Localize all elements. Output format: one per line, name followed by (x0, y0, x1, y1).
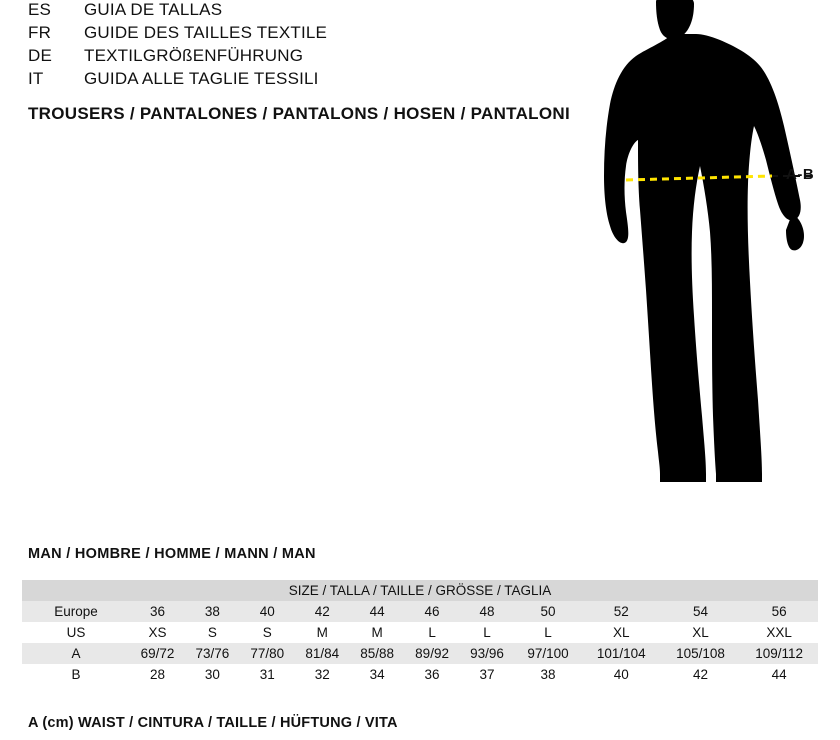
table-cell: 42 (295, 601, 350, 622)
table-row (22, 622, 818, 643)
table-cell: 37 (460, 664, 515, 685)
table-cell: 56 (740, 601, 818, 622)
table-cell: XXL (740, 622, 818, 643)
table-cell: 93/96 (460, 643, 515, 664)
table-cell: XS (130, 622, 185, 643)
table-cell: 89/92 (405, 643, 460, 664)
table-cell: 38 (514, 664, 581, 685)
row-label: US (22, 622, 130, 643)
table-cell: 32 (295, 664, 350, 685)
language-list (28, 0, 568, 92)
table-cell: 52 (582, 601, 661, 622)
table-cell: 36 (130, 601, 185, 622)
table-cell: S (240, 622, 295, 643)
table-cell: 34 (350, 664, 405, 685)
table-cell: M (295, 622, 350, 643)
language-code: FR (28, 23, 52, 42)
table-header-row (22, 580, 818, 601)
table-cell: 77/80 (240, 643, 295, 664)
table-cell: 31 (240, 664, 295, 685)
table-cell: 42 (661, 664, 740, 685)
table-cell: L (514, 622, 581, 643)
table-cell: XL (582, 622, 661, 643)
table-cell: 101/104 (582, 643, 661, 664)
language-text: GUIA DE TALLAS (84, 0, 223, 19)
table-cell: 81/84 (295, 643, 350, 664)
row-label: B (22, 664, 130, 685)
language-text: GUIDA ALLE TAGLIE TESSILI (84, 69, 319, 88)
table-row (22, 643, 818, 664)
language-code: ES (28, 0, 52, 19)
silhouette-icon (560, 0, 840, 500)
language-text: TEXTILGRÖßENFÜHRUNG (84, 46, 304, 65)
language-code: IT (28, 69, 44, 88)
table-cell: 69/72 (130, 643, 185, 664)
table-row (22, 601, 818, 622)
table-cell: 30 (185, 664, 240, 685)
measurement-label-ab: A-B (786, 166, 815, 183)
table-cell: 109/112 (740, 643, 818, 664)
language-row (28, 46, 568, 69)
table-cell: 50 (514, 601, 581, 622)
table-cell: 54 (661, 601, 740, 622)
language-code: DE (28, 46, 53, 65)
language-row (28, 69, 568, 92)
table-cell: 48 (460, 601, 515, 622)
table-section-title: MAN / HOMBRE / HOMME / MANN / MAN (28, 546, 316, 562)
table-cell: L (460, 622, 515, 643)
table-cell: 46 (405, 601, 460, 622)
table-cell: 85/88 (350, 643, 405, 664)
table-cell: 105/108 (661, 643, 740, 664)
table-cell: 40 (240, 601, 295, 622)
table-cell: 40 (582, 664, 661, 685)
garment-title: TROUSERS / PANTALONES / PANTALONS / HOSEN / PANTALONI (28, 104, 570, 123)
table-cell: M (350, 622, 405, 643)
table-cell: L (405, 622, 460, 643)
table-cell: 97/100 (514, 643, 581, 664)
language-row (28, 0, 568, 23)
table-cell: 36 (405, 664, 460, 685)
table-cell: 38 (185, 601, 240, 622)
footer-measurement-note: A (cm) WAIST / CINTURA / TAILLE / HÜFTUNG / VITA (28, 715, 398, 731)
table-cell: 44 (740, 664, 818, 685)
mannequin-figure (560, 0, 840, 500)
table-row (22, 664, 818, 685)
language-text: GUIDE DES TAILLES TEXTILE (84, 23, 328, 42)
row-label: Europe (22, 601, 130, 622)
table-cell: 28 (130, 664, 185, 685)
table-cell: XL (661, 622, 740, 643)
table-cell: 44 (350, 601, 405, 622)
table-cell: S (185, 622, 240, 643)
row-label: A (22, 643, 130, 664)
table-cell: 73/76 (185, 643, 240, 664)
size-table (22, 580, 818, 685)
language-row (28, 23, 568, 46)
table-header-label: SIZE / TALLA / TAILLE / GRÖSSE / TAGLIA (22, 580, 818, 601)
